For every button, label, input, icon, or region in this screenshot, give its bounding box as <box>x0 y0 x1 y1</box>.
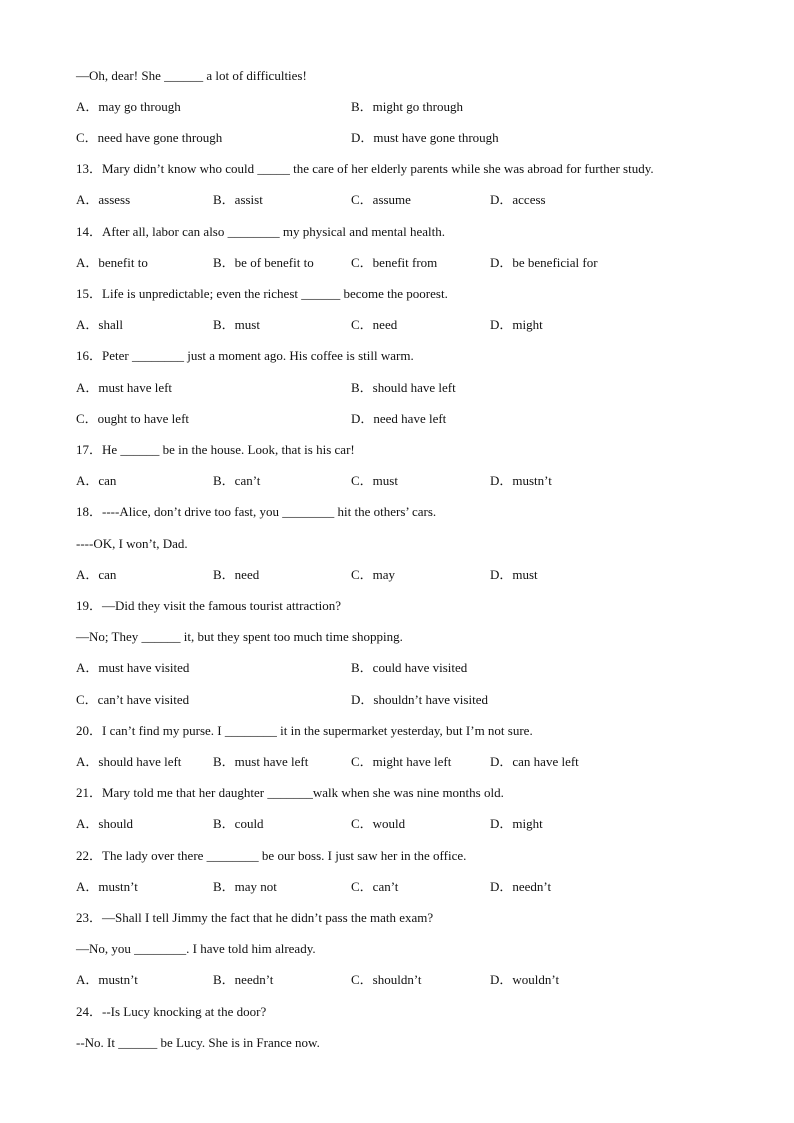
option-d: D．must have gone through <box>351 130 499 145</box>
option-a: A．must have left <box>76 380 173 395</box>
option-d: D．access <box>490 192 546 207</box>
question-16: 16．Peter ________ just a moment ago. His coffee is still warm. <box>76 348 414 363</box>
option-a: A．assess <box>76 192 131 207</box>
option-b: B．could <box>213 816 264 831</box>
option-c: C．might have left <box>351 754 452 769</box>
option-d: D．be beneficial for <box>490 255 598 270</box>
option-d: D．must <box>490 567 538 582</box>
question-14: 14．After all, labor can also ________ my physical and mental health. <box>76 224 445 239</box>
question-21: 21．Mary told me that her daughter _______walk when she was nine months old. <box>76 785 504 800</box>
question-text: —Oh, dear! She ______ a lot of difficulties! <box>76 68 307 83</box>
option-a: A．can <box>76 567 117 582</box>
option-d: D．needn’t <box>490 879 552 894</box>
question-22: 22．The lady over there ________ be our boss. I just saw her in the office. <box>76 848 467 863</box>
option-c: C．must <box>351 473 398 488</box>
dialogue-reply: ----OK, I won’t, Dad. <box>76 536 188 551</box>
option-c: C．assume <box>351 192 411 207</box>
option-b: B．be of benefit to <box>213 255 314 270</box>
option-b: B．must <box>213 317 260 332</box>
option-a: A．mustn’t <box>76 972 138 987</box>
option-c: C．ought to have left <box>76 411 190 426</box>
option-b: B．can’t <box>213 473 261 488</box>
option-d: D．mustn’t <box>490 473 552 488</box>
option-c: C．would <box>351 816 406 831</box>
option-b: B．should have left <box>351 380 456 395</box>
option-a: A．may go through <box>76 99 181 114</box>
option-a: A．must have visited <box>76 660 190 675</box>
option-d: D．might <box>490 317 543 332</box>
option-a: A．can <box>76 473 117 488</box>
option-c: C．need have gone through <box>76 130 223 145</box>
question-13: 13．Mary didn’t know who could _____ the care of her elderly parents while she was abroad for further study. <box>76 161 654 176</box>
option-c: C．need <box>351 317 398 332</box>
option-d: D．need have left <box>351 411 447 426</box>
option-b: B．need <box>213 567 260 582</box>
question-23: 23．—Shall I tell Jimmy the fact that he didn’t pass the math exam? <box>76 910 434 925</box>
option-b: B．could have visited <box>351 660 468 675</box>
option-a: A．shall <box>76 317 123 332</box>
option-d: D．wouldn’t <box>490 972 560 987</box>
option-d: D．shouldn’t have visited <box>351 692 488 707</box>
option-a: A．mustn’t <box>76 879 138 894</box>
option-b: B．needn’t <box>213 972 274 987</box>
option-b: B．assist <box>213 192 263 207</box>
option-a: A．should <box>76 816 134 831</box>
option-d: D．can have left <box>490 754 579 769</box>
option-c: C．benefit from <box>351 255 438 270</box>
question-18: 18．----Alice, don’t drive too fast, you ________ hit the others’ cars. <box>76 504 437 519</box>
option-b: B．must have left <box>213 754 309 769</box>
option-c: C．may <box>351 567 396 582</box>
question-20: 20．I can’t find my purse. I ________ it in the supermarket yesterday, but I’m not sure. <box>76 723 533 738</box>
option-d: D．might <box>490 816 543 831</box>
dialogue-reply: —No; They ______ it, but they spent too much time shopping. <box>76 629 403 644</box>
question-19: 19．—Did they visit the famous tourist attraction? <box>76 598 342 613</box>
option-c: C．can’t <box>351 879 399 894</box>
dialogue-reply: —No, you ________. I have told him already. <box>76 941 316 956</box>
option-c: C．can’t have visited <box>76 692 190 707</box>
question-17: 17．He ______ be in the house. Look, that is his car! <box>76 442 355 457</box>
question-15: 15．Life is unpredictable; even the richest ______ become the poorest. <box>76 286 448 301</box>
option-c: C．shouldn’t <box>351 972 422 987</box>
dialogue-reply: --No. It ______ be Lucy. She is in France now. <box>76 1035 320 1050</box>
option-a: A．benefit to <box>76 255 148 270</box>
option-b: B．may not <box>213 879 277 894</box>
question-24: 24．--Is Lucy knocking at the door? <box>76 1004 267 1019</box>
option-a: A．should have left <box>76 754 182 769</box>
option-b: B．might go through <box>351 99 463 114</box>
